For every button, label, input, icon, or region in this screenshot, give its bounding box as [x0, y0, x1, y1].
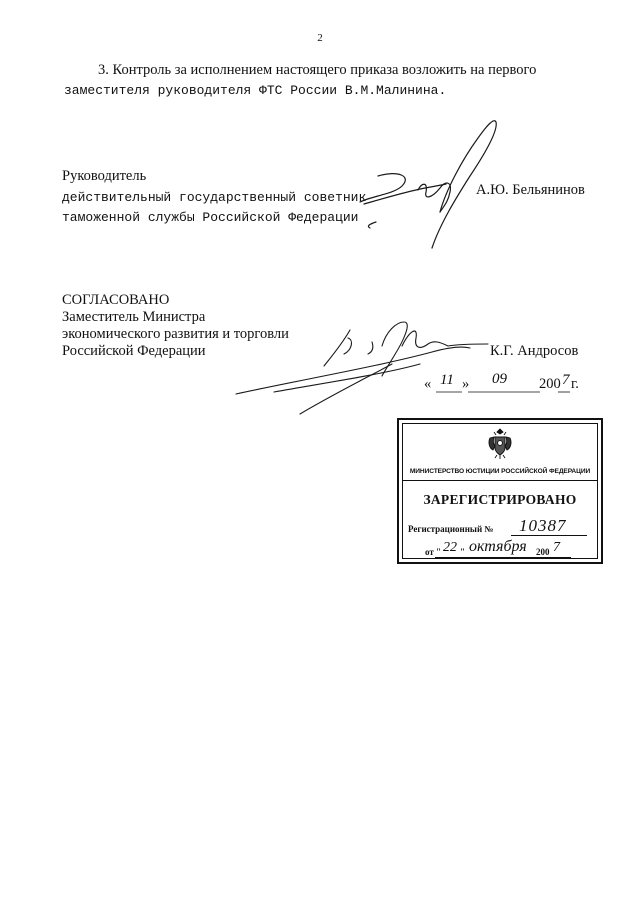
date-month: 09 [492, 371, 507, 387]
stamp-date-month: октября [469, 538, 527, 555]
stamp-reg-label: Регистрационный № [408, 524, 494, 534]
stamp-reg-number: 10387 [519, 516, 567, 535]
stamp-date-day: 22 [443, 540, 457, 555]
date-open-quote: « [424, 376, 432, 392]
head-name: А.Ю. Бельянинов [476, 182, 585, 198]
registration-stamp [397, 418, 603, 564]
stamp-date-mid: " [460, 547, 465, 557]
approval-position-line-2: экономического развития и торговли [62, 326, 289, 342]
date-suffix: г. [571, 376, 579, 392]
date-year-prefix: 200 [539, 376, 561, 392]
head-signature-scribble [360, 121, 496, 248]
stamp-date-underline [435, 557, 571, 558]
date-close-quote: » [462, 376, 470, 392]
stamp-date-year-digit: 7 [553, 540, 560, 555]
date-year-digit: 7 [562, 372, 570, 388]
stamp-divider [403, 480, 597, 481]
approval-heading: СОГЛАСОВАНО [62, 292, 170, 308]
approval-position-line-1: Заместитель Министра [62, 309, 206, 325]
approval-signature-scribble [236, 322, 488, 414]
stamp-title: ЗАРЕГИСТРИРОВАНО [423, 492, 577, 507]
coat-of-arms-icon [485, 426, 515, 460]
approval-name: К.Г. Андросов [490, 343, 579, 359]
stamp-reg-underline [511, 535, 587, 536]
stamp-ministry: МИНИСТЕРСТВО ЮСТИЦИИ РОССИЙСКОЙ ФЕДЕРАЦИИ [409, 468, 591, 475]
clause-line-1: 3. Контроль за исполнением настоящего приказа возложить на первого [98, 62, 537, 78]
clause-line-2: заместителя руководителя ФТС России В.М.Малинина. [64, 83, 447, 98]
approval-position-line-3: Российской Федерации [62, 343, 206, 359]
head-rank-line-2: таможенной службы Российской Федерации [62, 210, 359, 225]
stamp-date-prefix: от " [425, 547, 442, 557]
date-day: 11 [440, 372, 454, 388]
page-number: 2 [317, 32, 323, 44]
head-title: Руководитель [62, 168, 147, 184]
stamp-date-year-prefix: 200 [536, 547, 550, 557]
head-rank-line-1: действительный государственный советник [62, 190, 367, 205]
